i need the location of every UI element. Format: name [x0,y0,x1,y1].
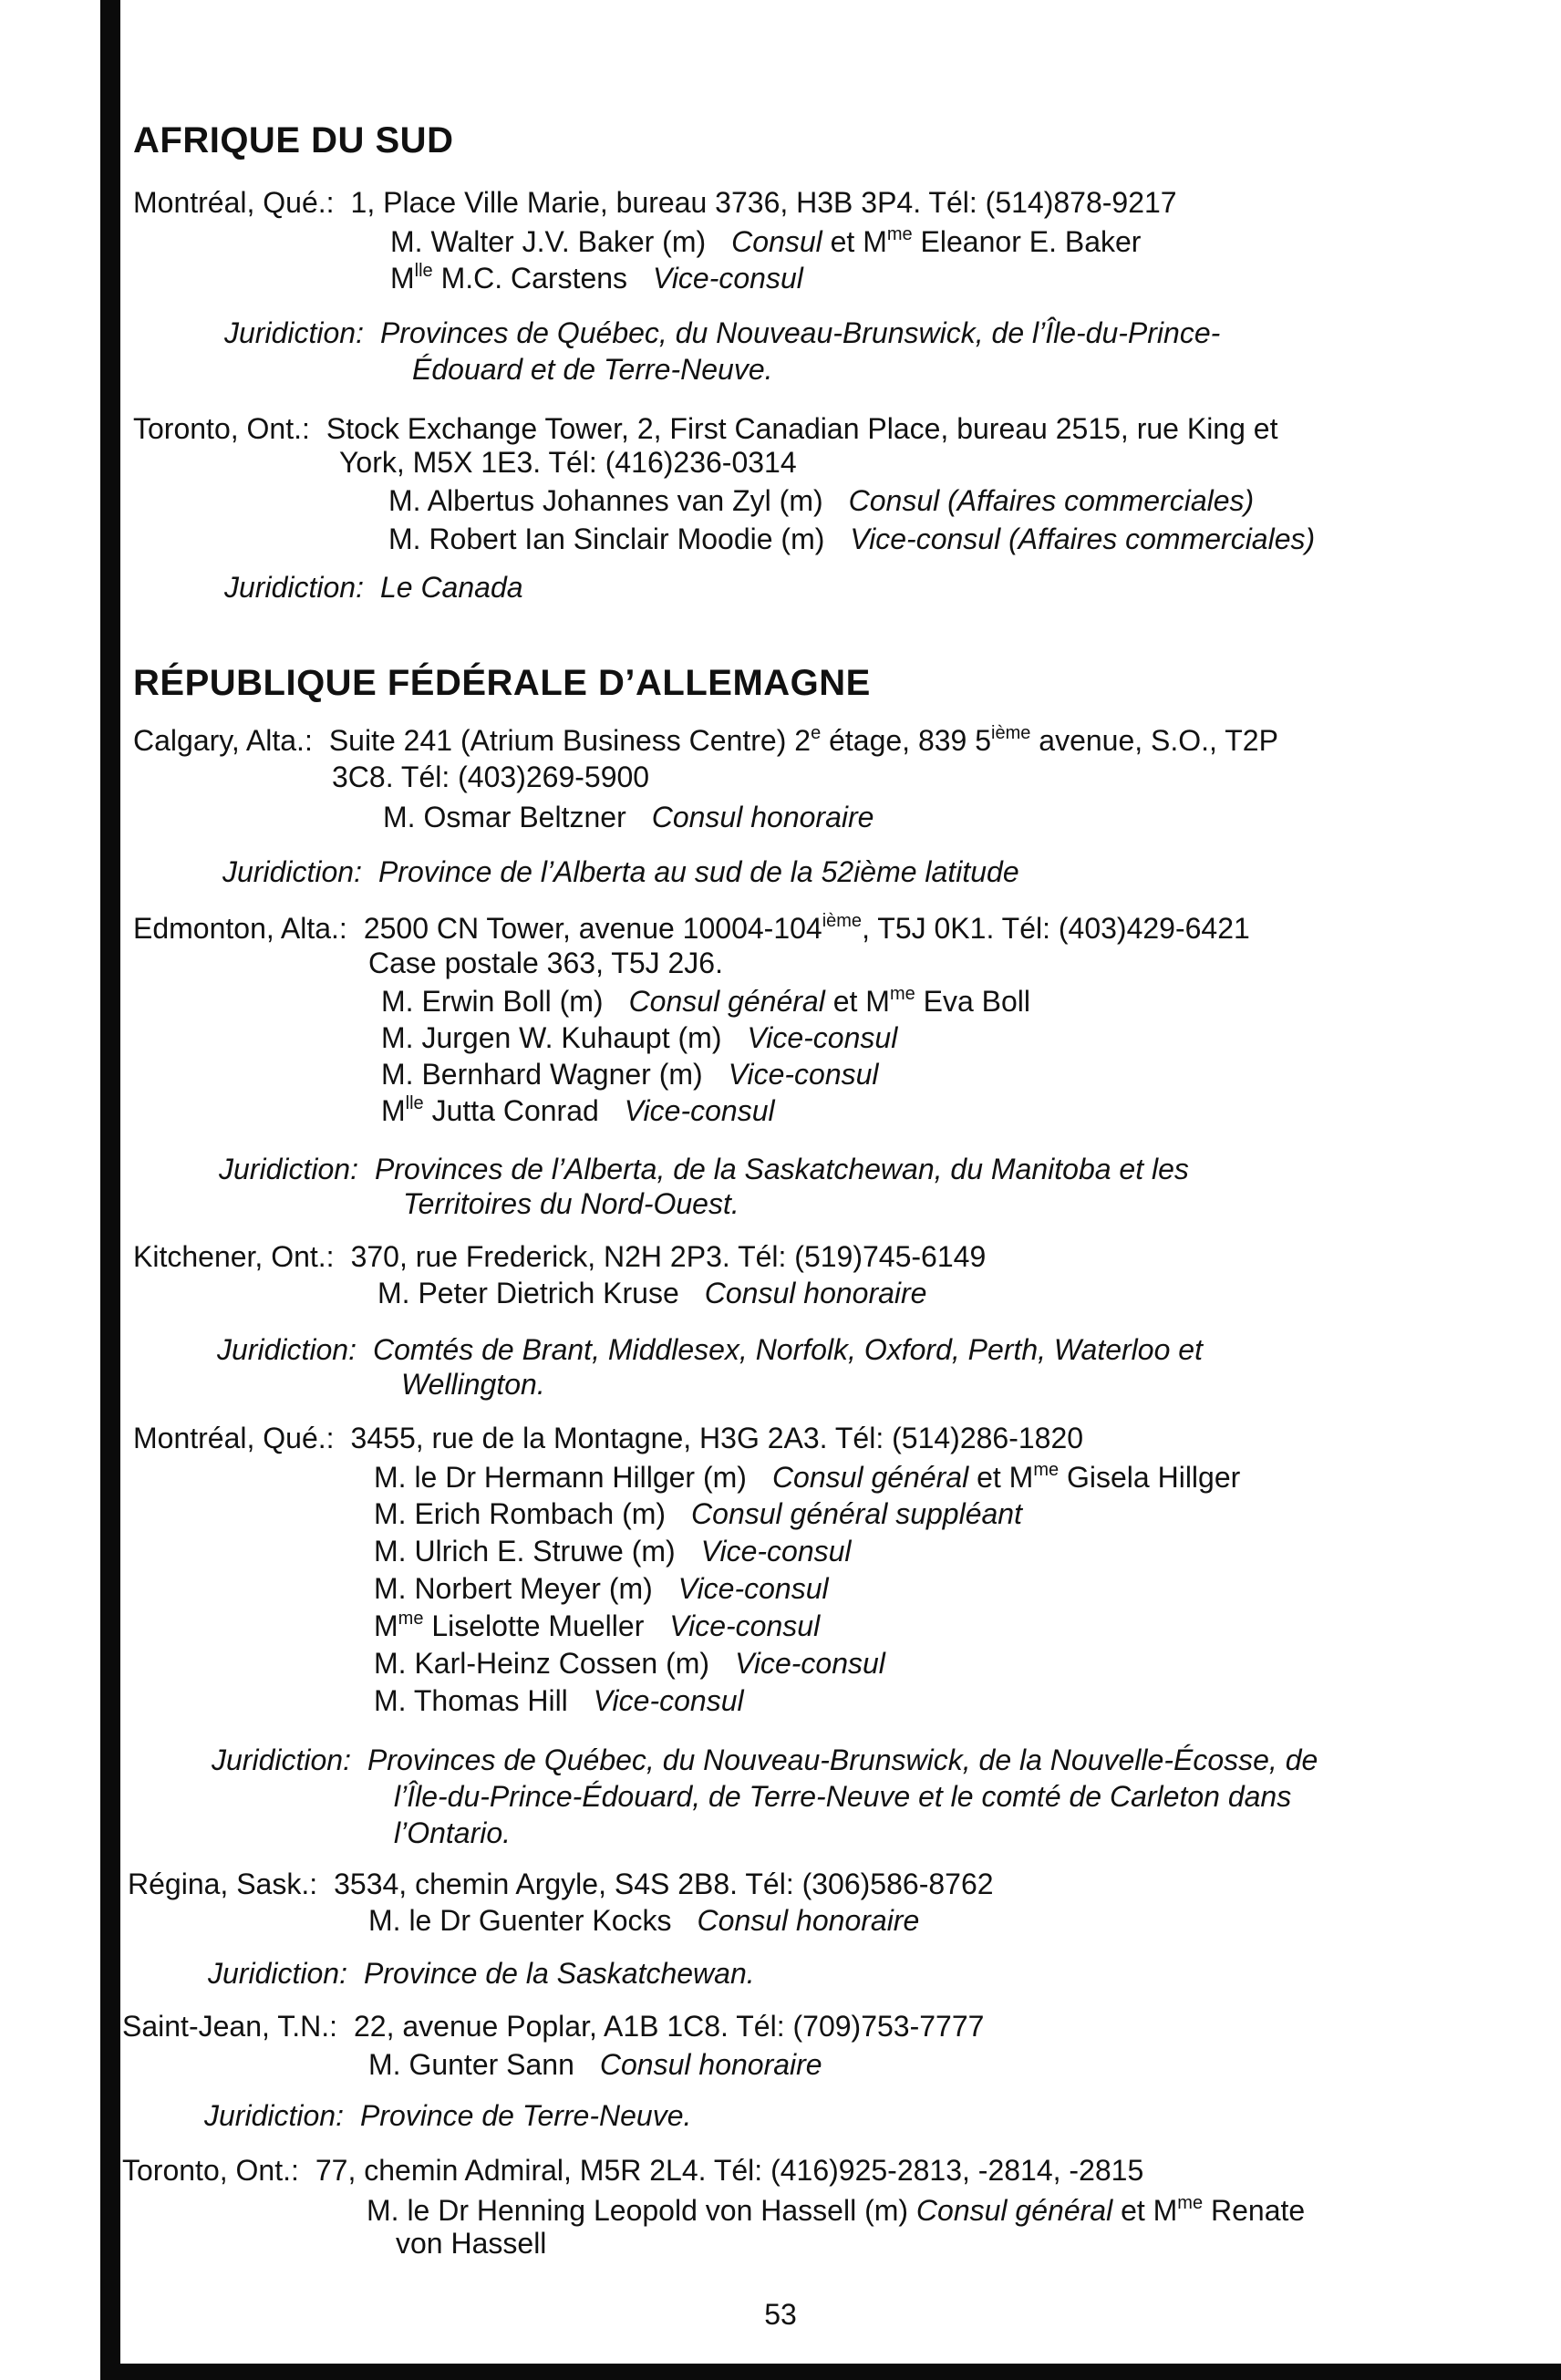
person-title: Consul [731,225,822,258]
jurisdiction-text: Provinces de l’Alberta, de la Saskatchewan, du Manitoba et les [374,1153,1189,1185]
address: Suite 241 (Atrium Business Centre) 2 [328,724,812,757]
address: 2500 CN Tower, avenue 10004-104 [363,912,822,945]
person-title: Consul honoraire [599,2048,822,2081]
jurisdiction-continuation: Édouard et de Terre-Neuve. [412,353,773,386]
person-name: M. Bernhard Wagner (m) [381,1058,703,1091]
address: , T5J 0K1. Tél: (403)429-6421 [862,912,1250,945]
city-label: Montréal, Qué.: [133,186,335,219]
jurisdiction-text: Province de l’Alberta au sud de la 52ième latitude [377,855,1019,888]
person-title: Vice-consul [735,1647,885,1680]
city-label: Saint-Jean, T.N.: [122,2010,337,2043]
person-title: Consul général suppléant [691,1497,1022,1530]
person-title: Consul honoraire [651,801,874,833]
person-title: Consul honoraire [697,1904,920,1937]
person-name: M. Jurgen W. Kuhaupt (m) [381,1021,722,1054]
person-title: Vice-consul [653,262,803,295]
person-line [381,983,1030,1019]
person-title: Consul (Affaires commerciales) [848,484,1255,517]
section-heading-allemagne: RÉPUBLIQUE FÉDÉRALE D’ALLEMAGNE [133,663,871,703]
person-line [388,482,1254,519]
city-label: Calgary, Alta.: [133,724,313,757]
ordinal-superscript: ième [822,911,863,931]
person-name: M. Erwin Boll (m) [381,985,604,1018]
person-line [381,1056,879,1092]
address: 22, avenue Poplar, A1B 1C8. Tél: (709)753-7777 [353,2010,985,2043]
spouse-name: Eleanor E. Baker [920,225,1142,258]
address: 370, rue Frederick, N2H 2P3. Tél: (519)745-6149 [350,1240,987,1273]
entry-line-montreal-afrique [133,184,1177,221]
person-title: Vice-consul [728,1058,879,1091]
jurisdiction-line [222,854,1019,890]
address: 77, chemin Admiral, M5R 2L4. Tél: (416)925-2813, -2814, -2815 [315,2154,1144,2187]
person-title: Vice-consul [747,1021,898,1054]
entry-line-regina [128,1866,994,1902]
person-name: M. Erich Rombach (m) [374,1497,667,1530]
city-label: Régina, Sask.: [128,1868,318,1900]
jurisdiction-line [204,2097,691,2134]
person-line [377,1275,926,1311]
jurisdiction-line [224,569,523,605]
title-superscript: me [1033,1460,1060,1480]
city-label: Toronto, Ont.: [122,2154,299,2187]
address: Stock Exchange Tower, 2, First Canadian Place, bureau 2515, rue King et [326,412,1278,445]
jurisdiction-line [217,1331,1203,1368]
spouse-join: et M [977,1461,1034,1494]
spouse-name: Gisela Hillger [1067,1461,1241,1494]
city-label: Toronto, Ont.: [133,412,310,445]
spouse-join: et M [830,225,887,258]
person-name: M. Albertus Johannes van Zyl (m) [388,484,823,517]
person-line [388,521,1315,557]
person-title: Consul général [771,1461,969,1494]
person-title: Vice-consul [593,1684,744,1717]
entry-line-kitchener [133,1238,986,1275]
entry-line-montreal-allemagne [133,1420,1083,1456]
person-name: M. Norbert Meyer (m) [374,1572,653,1605]
spouse-join: et M [1121,2194,1178,2227]
jurisdiction-label: Juridiction: [212,1744,351,1776]
person-title: Vice-consul [624,1094,775,1127]
jurisdiction-text: Provinces de Québec, du Nouveau-Brunswick, de la Nouvelle-Écosse, de [367,1744,1318,1776]
person-line [368,1902,919,1939]
person-name: Liselotte Mueller [431,1609,645,1642]
jurisdiction-continuation: Wellington. [401,1368,545,1401]
person-line [374,1459,1240,1495]
jurisdiction-label: Juridiction: [224,316,364,349]
person-title: Vice-consul [669,1609,821,1642]
title-superscript: me [886,224,913,244]
address-continuation: Case postale 363, T5J 2J6. [368,947,723,979]
person-line [367,2192,1305,2229]
person-title: Vice-consul [677,1572,829,1605]
spouse-name: Renate [1210,2194,1306,2227]
title-superscript: lle [405,1093,424,1113]
entry-line-toronto-afrique [133,410,1277,447]
spouse-join: et M [832,985,890,1018]
city-label: Edmonton, Alta.: [133,912,347,945]
person-title: Consul général [628,985,825,1018]
person-line [374,1645,885,1682]
person-line [390,223,1141,260]
person-line [368,2046,822,2083]
address: 3534, chemin Argyle, S4S 2B8. Tél: (306)586-8762 [334,1868,994,1900]
person-name: M. le Dr Henning Leopold von Hassell (m) [367,2194,909,2227]
jurisdiction-text: Province de la Saskatchewan. [363,1957,755,1990]
spouse-name: Eva Boll [923,985,1031,1018]
address-continuation: York, M5X 1E3. Tél: (416)236-0314 [339,446,797,479]
ordinal-superscript: ième [991,723,1031,743]
person-title: Vice-consul [700,1535,852,1568]
person-line [374,1682,744,1719]
city-label: Montréal, Qué.: [133,1422,335,1454]
person-line [374,1570,829,1607]
jurisdiction-label: Juridiction: [204,2099,344,2132]
address: 1, Place Ville Marie, bureau 3736, H3B 3P4. Tél: (514)878-9217 [350,186,1177,219]
city-label: Kitchener, Ont.: [133,1240,335,1273]
jurisdiction-label: Juridiction: [224,571,364,604]
section-heading-afrique-du-sud: AFRIQUE DU SUD [133,120,454,160]
person-line [381,1019,897,1056]
jurisdiction-label: Juridiction: [222,855,362,888]
person-name: M. Gunter Sann [368,2048,574,2081]
person-line [374,1495,1022,1532]
jurisdiction-continuation: l’Ontario. [394,1816,512,1849]
jurisdiction-text: Province de Terre-Neuve. [359,2099,692,2132]
person-name: M. le Dr Guenter Kocks [368,1904,672,1937]
person-name: M. Thomas Hill [374,1684,568,1717]
person-name: M. Peter Dietrich Kruse [377,1277,679,1309]
page-number: 53 [764,2298,797,2331]
person-line [374,1533,852,1569]
honorific: M [374,1609,398,1642]
honorific: M [390,262,415,295]
ordinal-superscript: e [811,723,822,743]
entry-line-saint-jean [122,2008,984,2044]
jurisdiction-continuation: Territoires du Nord-Ouest. [403,1187,739,1220]
title-superscript: me [1177,2193,1204,2213]
person-title: Consul honoraire [704,1277,927,1309]
person-line [383,799,874,835]
person-name: M.C. Carstens [440,262,628,295]
address: 3455, rue de la Montagne, H3G 2A3. Tél: (514)286-1820 [350,1422,1084,1454]
person-name: M. Ulrich E. Struwe (m) [374,1535,676,1568]
title-superscript: me [398,1609,424,1629]
person-title: Consul général [915,2194,1113,2227]
honorific: M [381,1094,406,1127]
person-name: M. Walter J.V. Baker (m) [390,225,707,258]
jurisdiction-line [219,1151,1189,1187]
title-superscript: lle [414,261,433,281]
person-name-continuation: von Hassell [396,2227,547,2260]
person-name: M. Osmar Beltzner [383,801,626,833]
jurisdiction-text: Comtés de Brant, Middlesex, Norfolk, Oxford, Perth, Waterloo et [372,1333,1203,1366]
jurisdiction-line [224,315,1220,351]
entry-line-calgary [133,722,1278,759]
address-continuation: 3C8. Tél: (403)269-5900 [332,761,650,793]
person-name: Jutta Conrad [431,1094,599,1127]
jurisdiction-text: Le Canada [379,571,523,604]
address: avenue, S.O., T2P [1039,724,1278,757]
jurisdiction-line [212,1742,1318,1778]
entry-line-toronto-allemagne [122,2152,1143,2189]
person-title: Vice-consul (Affaires commerciales) [850,523,1316,555]
jurisdiction-label: Juridiction: [219,1153,358,1185]
jurisdiction-label: Juridiction: [217,1333,357,1366]
jurisdiction-label: Juridiction: [208,1957,347,1990]
person-name: M. Robert Ian Sinclair Moodie (m) [388,523,825,555]
person-name: M. Karl-Heinz Cossen (m) [374,1647,710,1680]
jurisdiction-continuation: l’Île-du-Prince-Édouard, de Terre-Neuve et le comté de Carleton dans [394,1780,1292,1813]
jurisdiction-line [208,1955,755,1992]
jurisdiction-text: Provinces de Québec, du Nouveau-Brunswick, de l’Île-du-Prince- [379,316,1221,349]
entry-line-edmonton [133,910,1250,947]
person-line [374,1608,820,1644]
address: étage, 839 5 [829,724,992,757]
person-name: M. le Dr Hermann Hillger (m) [374,1461,747,1494]
person-line [390,260,803,296]
title-superscript: me [889,984,915,1004]
person-line [381,1092,775,1129]
